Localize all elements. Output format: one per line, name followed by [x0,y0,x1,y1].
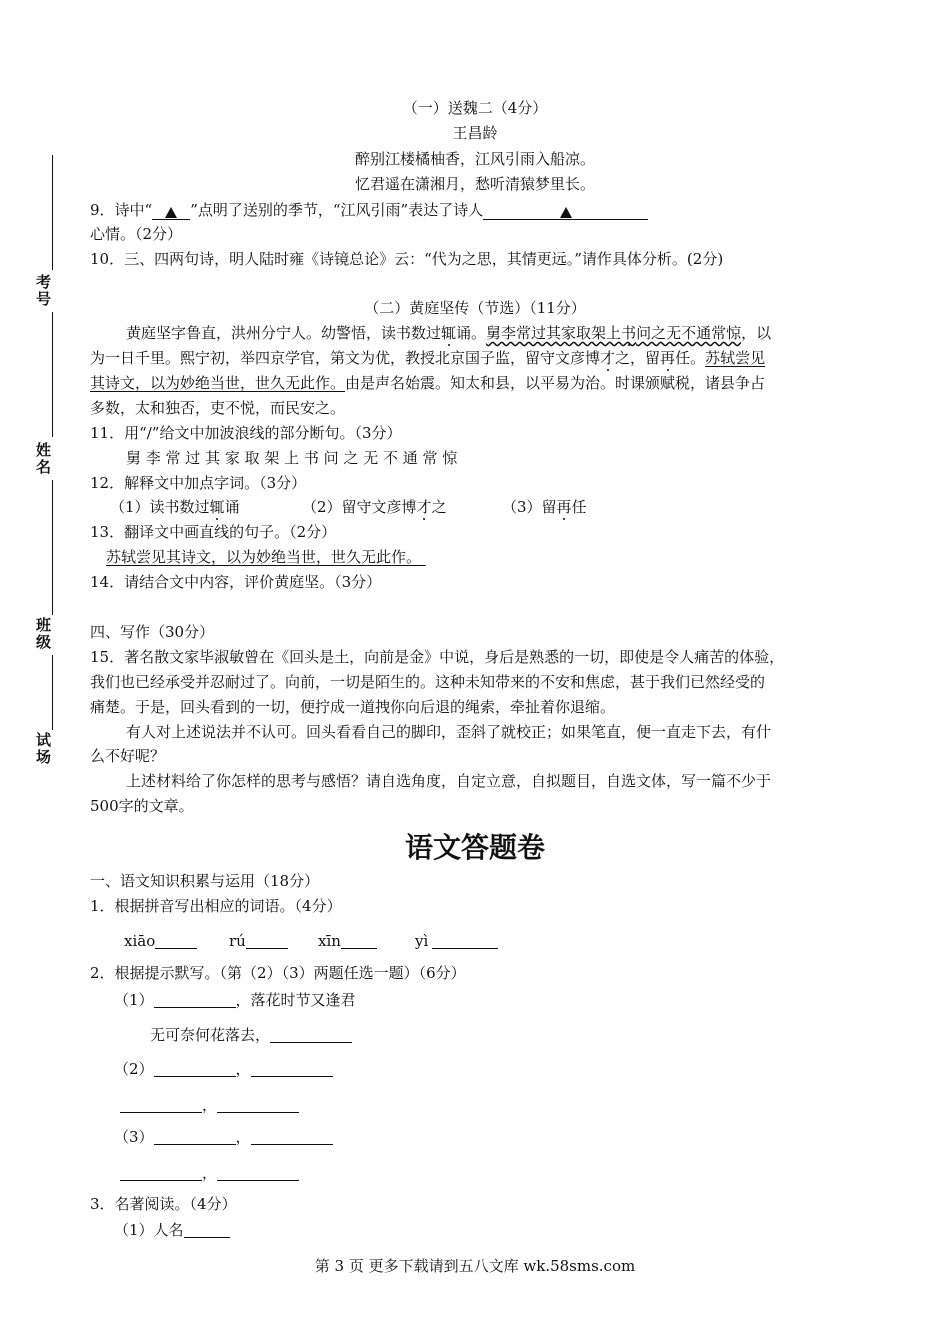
dictation-blank-2c[interactable] [120,1096,202,1113]
dictation-blank-3a[interactable] [154,1128,236,1145]
binding-line-top [52,155,53,270]
prose-heading: （二）黄庭坚传（节选）（11分） [364,299,586,317]
writing-line-3: 痛楚。于是，回头看到的一切，便拧成一道拽你向后退的绳索，牵扯着你退缩。 [90,698,616,716]
question-9-cont: 心情。（2分） [90,225,183,243]
dictation-3: （3） ， [114,1127,333,1147]
dictation-blank-3d[interactable] [217,1164,299,1181]
pinyin-blank-2[interactable] [246,932,288,949]
dictation-blank-2b[interactable] [251,1060,333,1077]
pinyin-blank-4[interactable] [432,932,498,949]
triangle-icon [560,207,572,218]
poem-line-1: 醉别江楼橘柚香，江风引雨入船凉。 [354,150,595,168]
question-9: 9．诗中“ ”点明了送别的季节，“江风引雨”表达了诗人 [90,200,648,220]
question-11-text: 舅 李 常 过 其 家 取 架 上 书 问 之 无 不 通 常 惊 [126,449,458,467]
answer-question-2: 2．根据提示默写。（第（2）（3）两题任选一题）（6分） [90,964,466,982]
poem-author: 王昌龄 [452,124,498,142]
poem-line-2: 忆君遥在潇湘月，愁听清猿梦里长。 [354,175,595,193]
binding-line-3 [52,480,53,615]
dictation-2: （2） ， [114,1059,333,1079]
pinyin-item-1: xiāo [124,931,197,951]
class-label: 班级 [36,616,52,651]
binding-line-2 [52,312,53,437]
dictation-blank-1b[interactable] [270,1026,352,1043]
answer-blank-9b[interactable] [483,203,648,220]
writing-line-5: 么不好呢？ [90,747,166,765]
question-12: 12．解释文中加点字词。（3分） [90,474,307,492]
question-10: 10．三、四两句诗，明人陆时雍《诗镜总论》云：“代为之思，其情更远。”请作具体分析。(2分) [90,250,724,268]
dictation-blank-2d[interactable] [217,1096,299,1113]
pinyin-blank-3[interactable] [341,932,377,949]
writing-heading: 四、写作（30分） [90,623,215,641]
binding-line-4 [52,655,53,730]
pinyin-item-3: xīn [318,931,377,951]
prose-line-2: 为一日千里。熙宁初，举四京学官，第文为优，教授北京国子监，留守文彦博才之，留再任。苏轼尝见 [90,349,766,367]
dictation-blank-3c[interactable] [120,1164,202,1181]
classics-blank-1[interactable] [184,1221,230,1238]
classics-item-1: （1）人名 [114,1220,230,1240]
question-14: 14．请结合文中内容，评价黄庭坚。（3分） [90,573,382,591]
answer-question-1: 1．根据拼音写出相应的词语。（4分） [90,897,342,915]
dictation-blank-2a[interactable] [154,1060,236,1077]
writing-line-4: 有人对上述说法并不认可。回头看看自己的脚印，歪斜了就校正；如果笔直，便一直走下去，有什 [126,723,772,741]
question-12-item-1: （1）读书数过辄诵 [110,498,240,516]
triangle-icon [165,207,177,218]
question-12-item-3: （3）留再任 [502,498,587,516]
question-13-text: 苏轼尝见其诗文，以为妙绝当世，世久无此作。 [106,548,422,566]
pinyin-blank-1[interactable] [155,932,197,949]
writing-line-6: 上述材料给了你怎样的思考与感悟？请自选角度，自定立意，自拟题目，自选文体，写一篇不少于 [126,772,772,790]
exam-number-label: 考号 [36,273,52,308]
exam-room-label: 试场 [36,731,52,766]
prose-line-1: 黄庭坚字鲁直，洪州分宁人。幼警悟，读书数过辄诵。舅李常过其家取架上书问之无不通常惊，以 [126,324,772,342]
name-label: 姓名 [36,441,52,476]
answer-sheet-title: 语文答题卷 [404,831,545,864]
dictation-3-line-2: ， [120,1163,299,1183]
pinyin-item-2: rú [229,931,288,951]
answer-question-3: 3．名著阅读。（4分） [90,1195,237,1213]
prose-line-3: 其诗文，以为妙绝当世，世久无此作。由是声名始震。知太和县，以平易为治。时课颁赋税，诸县争占 [90,374,766,392]
question-11: 11．用“/”给文中加波浪线的部分断句。（3分） [90,424,402,442]
dictation-blank-3b[interactable] [251,1128,333,1145]
dictation-blank-1a[interactable] [154,991,236,1008]
question-13: 13．翻译文中画直线的句子。（2分） [90,523,337,541]
dictation-2-line-2: ， [120,1095,299,1115]
page-footer: 第 3 页 更多下载请到五八文库 wk.58sms.com [314,1257,636,1275]
poem-heading: （一）送魏二（4分） [402,99,548,117]
dictation-1: （1） ，落花时节又逢君 [114,991,356,1009]
answer-section-1: 一、语文知识积累与运用（18分） [90,872,320,890]
writing-line-1: 15．著名散文家毕淑敏曾在《回头是土，向前是金》中说，身后是熟悉的一切，即使是令人痛苦的体验， [90,648,785,666]
prose-line-4: 多数，太和独否，吏不悦，而民安之。 [90,399,346,417]
pinyin-item-4: yì [415,931,498,951]
answer-blank-9a[interactable] [152,203,190,220]
dictation-1-line-2: 无可奈何花落去， [150,1025,352,1045]
question-12-item-2: （2）留守文彦博才之 [302,498,447,516]
writing-line-2: 我们也已经承受并忍耐过了。向前，一切是陌生的。这种未知带来的不安和焦虑，甚于我们已然经受的 [90,673,766,691]
writing-line-7: 500字的文章。 [90,797,194,815]
